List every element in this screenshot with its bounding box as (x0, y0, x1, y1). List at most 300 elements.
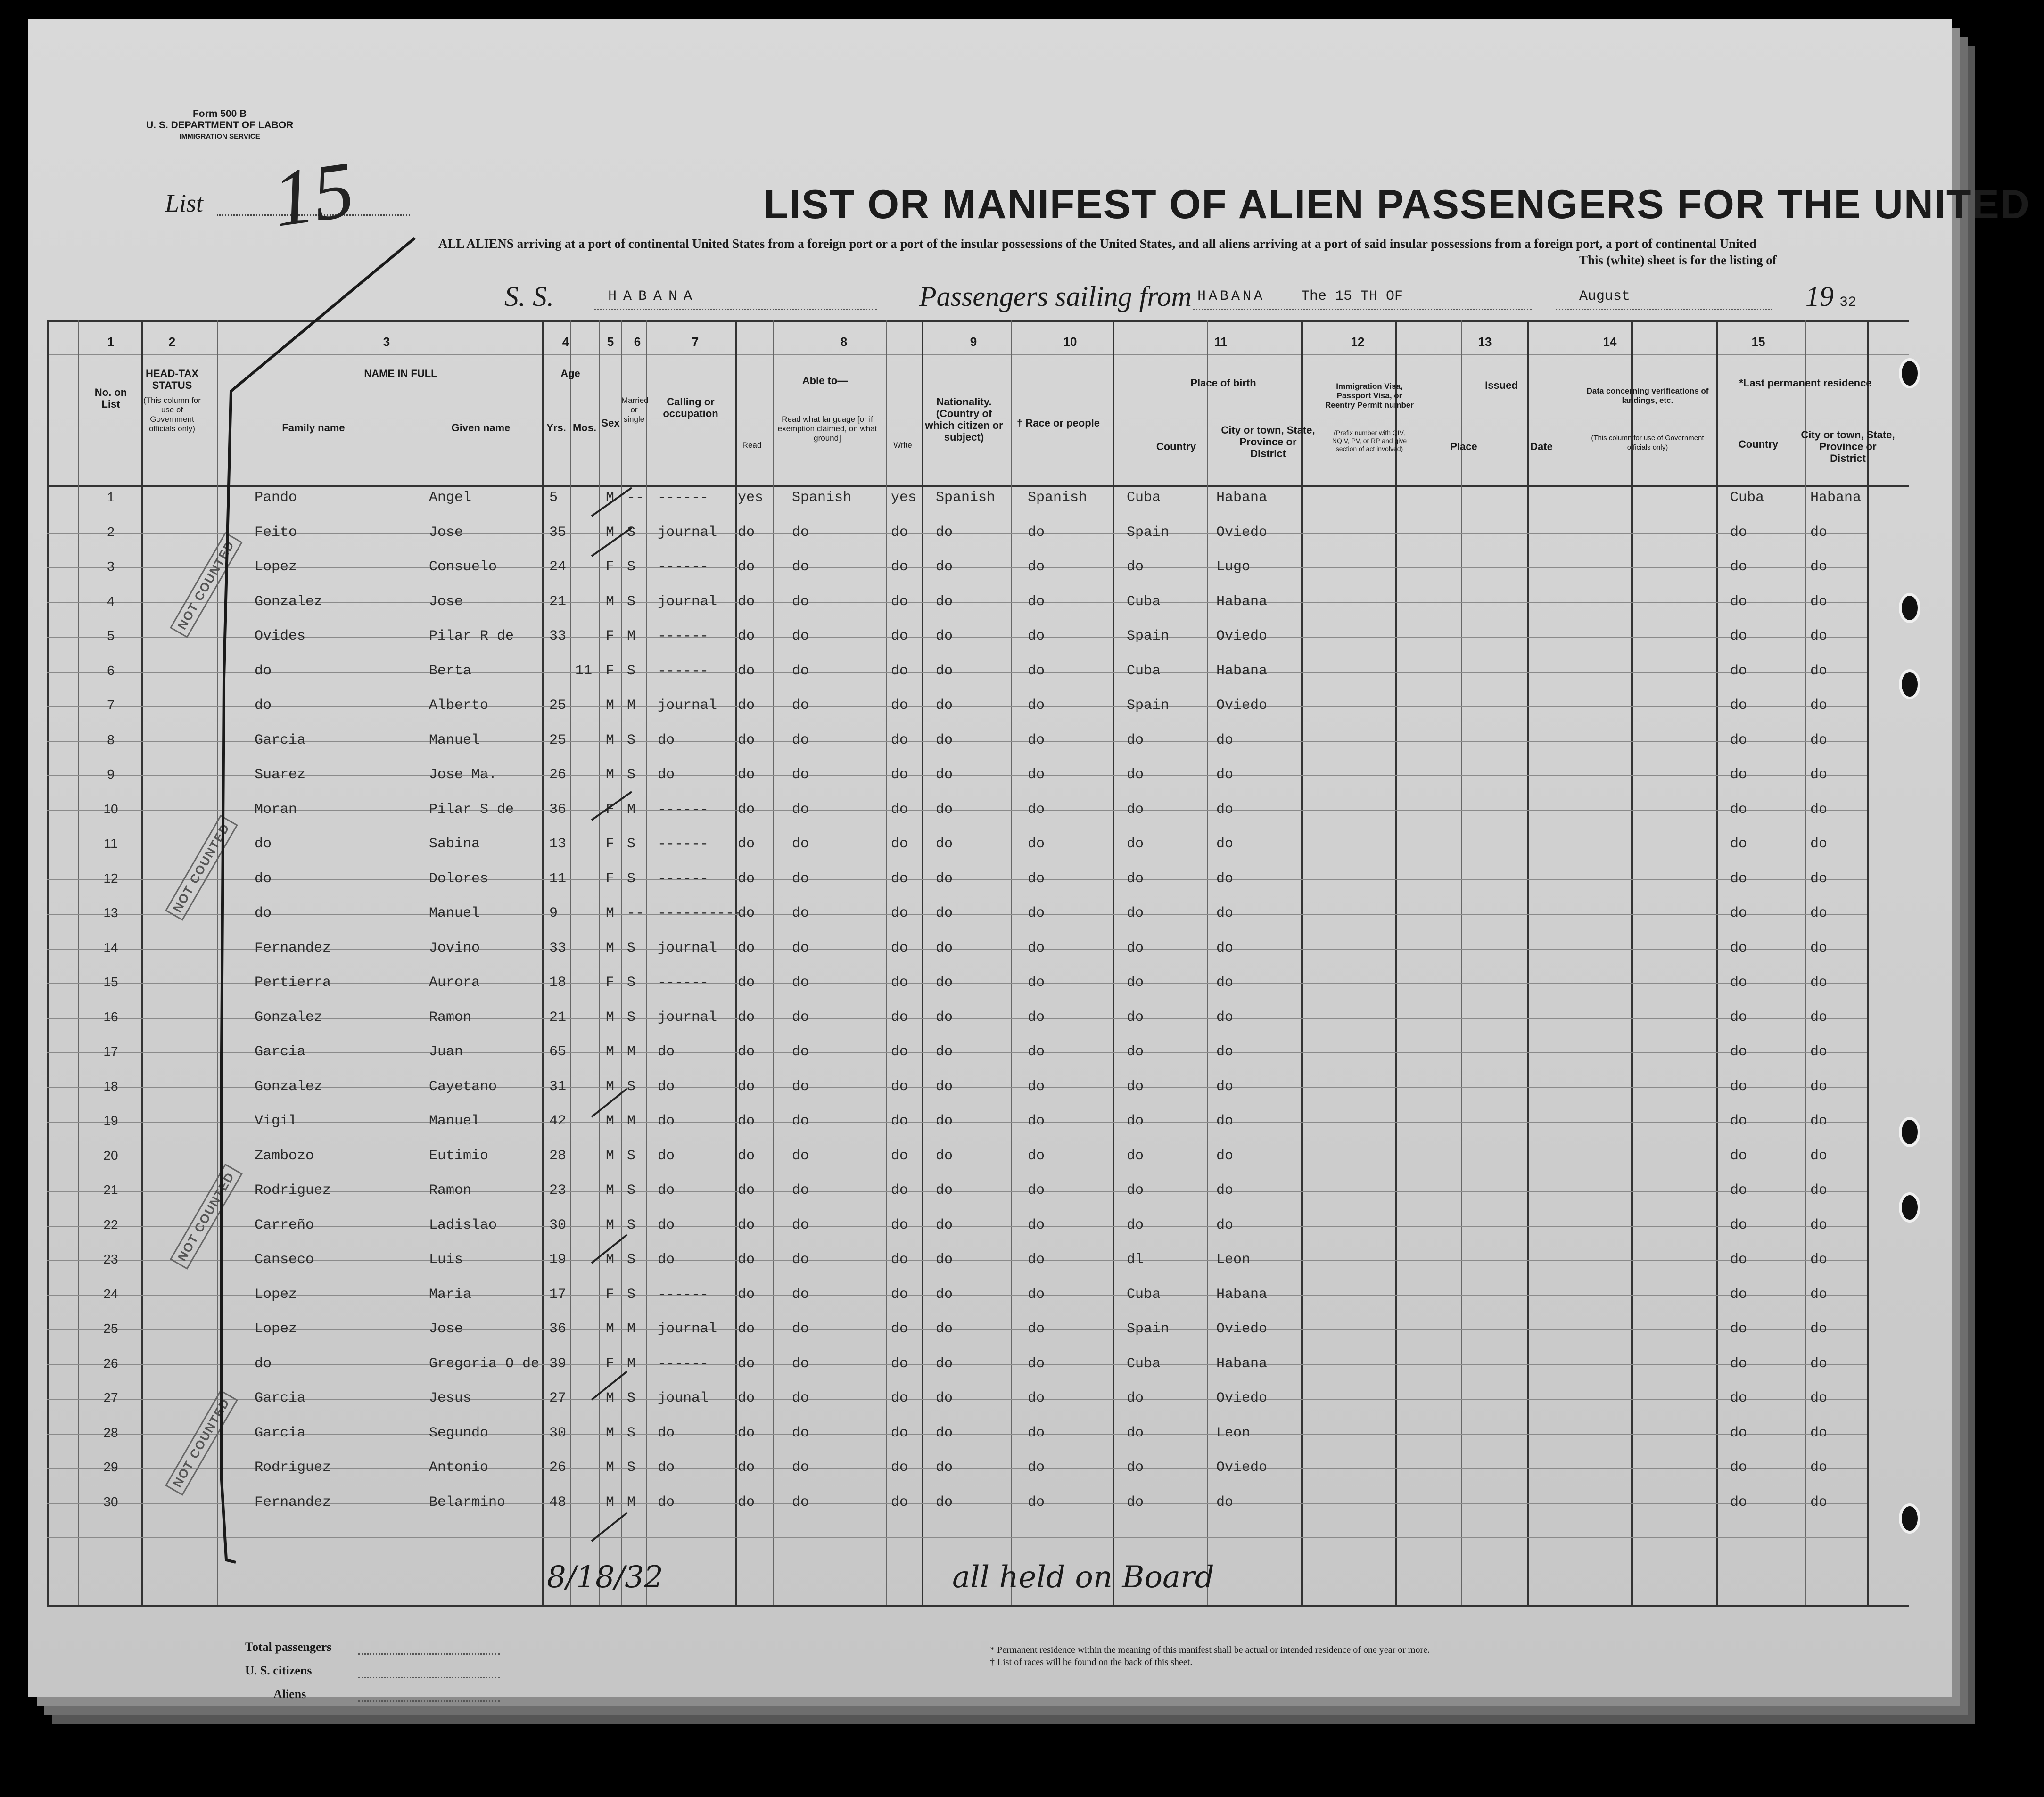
cell-language: do (792, 1148, 809, 1164)
cell-family: Garcia (255, 1390, 306, 1406)
cell-race: do (1028, 628, 1045, 644)
cell-res-country: do (1730, 1460, 1747, 1476)
cell-no: 27 (103, 1390, 118, 1405)
cell-sex: M (606, 593, 615, 610)
cell-married: S (627, 732, 636, 748)
cell-married: M (627, 1044, 636, 1060)
column-number: 5 (607, 335, 614, 349)
cell-yrs: 30 (549, 1217, 567, 1233)
cell-write: yes (891, 490, 917, 506)
list-number: 15 (267, 145, 360, 244)
not-counted-stamp: NOT COUNTED (165, 815, 238, 921)
cell-no: 25 (103, 1321, 118, 1336)
cell-birth-city: do (1216, 801, 1234, 818)
cell-calling: do (658, 1113, 675, 1129)
column-number: 8 (840, 335, 848, 349)
cell-birth-country: Spain (1127, 697, 1170, 714)
cell-res-city: do (1810, 1252, 1828, 1268)
cell-sex: M (606, 1390, 615, 1406)
cell-birth-city: Leon (1216, 1425, 1251, 1441)
cell-language: do (792, 1078, 809, 1095)
cell-race: do (1028, 1078, 1045, 1095)
cell-write: do (891, 1390, 908, 1406)
cell-language: Spanish (792, 490, 852, 506)
cell-birth-country: do (1127, 1182, 1144, 1198)
cell-calling: ------ (658, 1286, 709, 1303)
cell-yrs: 36 (549, 801, 567, 818)
cell-res-country: do (1730, 1286, 1747, 1303)
cell-family: Fernandez (255, 1494, 331, 1510)
header-write: Write (893, 441, 912, 450)
cell-given: Berta (429, 663, 472, 679)
cell-res-country: do (1730, 1494, 1747, 1510)
cell-no: 15 (103, 975, 118, 989)
cell-no: 2 (107, 524, 115, 539)
cell-yrs: 33 (549, 940, 567, 956)
cell-yrs: 33 (549, 628, 567, 644)
cell-birth-country: dl (1127, 1252, 1144, 1268)
cell-family: Rodriguez (255, 1182, 331, 1198)
cell-no: 17 (103, 1044, 118, 1059)
cell-nationality: do (936, 1182, 953, 1198)
header-issued-place: Place (1450, 441, 1477, 452)
cell-language: do (792, 1217, 809, 1233)
cell-birth-country: do (1127, 1078, 1144, 1095)
cell-language: do (792, 524, 809, 541)
cell-nationality: Spanish (936, 490, 996, 506)
cell-sex: M (606, 490, 615, 506)
cell-family: do (255, 663, 272, 679)
cell-res-country: do (1730, 905, 1747, 921)
cell-race: do (1028, 1425, 1045, 1441)
cell-birth-city: do (1216, 1044, 1234, 1060)
cell-read: do (738, 1217, 755, 1233)
cell-calling: ------ (658, 663, 709, 679)
cell-nationality: do (936, 593, 953, 610)
cell-birth-country: do (1127, 1460, 1144, 1476)
cell-res-country: do (1730, 1182, 1747, 1198)
header-issued-date: Date (1530, 441, 1553, 452)
cell-res-city: do (1810, 524, 1828, 541)
cell-sex: M (606, 524, 615, 541)
cell-calling: ------ (658, 836, 709, 852)
cell-married: S (627, 940, 636, 956)
cell-res-country: do (1730, 1078, 1747, 1095)
cell-family: Suarez (255, 767, 306, 783)
cell-res-city: do (1810, 1182, 1828, 1198)
cell-married: S (627, 1390, 636, 1406)
cell-race: do (1028, 1390, 1045, 1406)
cell-calling: do (658, 1252, 675, 1268)
cell-race: do (1028, 1009, 1045, 1026)
cell-sex: F (606, 559, 615, 575)
cell-yrs: 39 (549, 1355, 567, 1372)
cell-res-city: do (1810, 1286, 1828, 1303)
header-read-language: Read what language [or if exemption claimed, on what ground] (777, 415, 877, 443)
cell-no: 28 (103, 1425, 118, 1440)
header-visa-note: (Prefix number with QIV, NQIV, PV, or RP and give section of act involved) (1332, 429, 1407, 452)
cell-birth-city: do (1216, 940, 1234, 956)
cell-no: 19 (103, 1113, 118, 1128)
cell-married: S (627, 559, 636, 575)
cell-given: Manuel (429, 905, 480, 921)
cell-read: do (738, 628, 755, 644)
cell-family: do (255, 697, 272, 714)
cell-language: do (792, 1390, 809, 1406)
cell-write: do (891, 697, 908, 714)
header-given-name: Given name (451, 422, 511, 434)
cell-language: do (792, 1252, 809, 1268)
header-family-name: Family name (282, 422, 345, 434)
cell-nationality: do (936, 1044, 953, 1060)
cell-no: 30 (103, 1494, 118, 1509)
cell-read: do (738, 1355, 755, 1372)
cell-language: do (792, 1355, 809, 1372)
cell-family: Lopez (255, 1286, 297, 1303)
cell-no: 29 (103, 1460, 118, 1474)
cell-res-city: do (1810, 975, 1828, 991)
aliens-label: Aliens (273, 1687, 306, 1701)
cell-language: do (792, 697, 809, 714)
cell-calling: ---------- (658, 905, 743, 921)
cell-calling: do (658, 1460, 675, 1476)
cell-res-country: do (1730, 663, 1747, 679)
header-head-tax: HEAD-TAX STATUS (145, 368, 199, 391)
cell-family: Garcia (255, 1044, 306, 1060)
cell-married: S (627, 1425, 636, 1441)
cell-res-country: do (1730, 628, 1747, 644)
cell-write: do (891, 1355, 908, 1372)
cell-sex: M (606, 940, 615, 956)
cell-married: S (627, 836, 636, 852)
cell-calling: ------ (658, 490, 709, 506)
cell-read: do (738, 1009, 755, 1026)
cell-calling: journal (658, 524, 717, 541)
cell-nationality: do (936, 905, 953, 921)
cell-married: S (627, 1078, 636, 1095)
cell-language: do (792, 801, 809, 818)
cell-family: Zambozo (255, 1148, 314, 1164)
cell-given: Maria (429, 1286, 472, 1303)
handwritten-bracket (28, 19, 1952, 1697)
cell-birth-city: Oviedo (1216, 628, 1268, 644)
cell-res-city: do (1810, 836, 1828, 852)
ship-name: HABANA (608, 288, 699, 304)
cell-read: do (738, 1182, 755, 1198)
cell-read: do (738, 663, 755, 679)
header-visa: Immigration Visa, Passport Visa, or Reentry Permit number (1325, 382, 1414, 410)
cell-birth-country: Cuba (1127, 593, 1161, 610)
cell-nationality: do (936, 1286, 953, 1303)
cell-res-city: do (1810, 1044, 1828, 1060)
cell-language: do (792, 1009, 809, 1026)
cell-family: Gonzalez (255, 1078, 323, 1095)
cell-birth-city: Lugo (1216, 559, 1251, 575)
year-suffix: 32 (1839, 295, 1857, 311)
cell-no: 11 (104, 836, 118, 851)
cell-given: Ladislao (429, 1217, 497, 1233)
cell-birth-country: do (1127, 975, 1144, 991)
cell-married: -- (627, 490, 644, 506)
cell-nationality: do (936, 1009, 953, 1026)
cell-race: do (1028, 1182, 1045, 1198)
cell-birth-country: Cuba (1127, 490, 1161, 506)
cell-sex: F (606, 663, 615, 679)
cell-family: do (255, 836, 272, 852)
cell-given: Angel (429, 490, 472, 506)
cell-sex: F (606, 1355, 615, 1372)
header-married: Married or single (621, 396, 649, 424)
cell-calling: do (658, 1078, 675, 1095)
cell-language: do (792, 836, 809, 852)
cell-sex: M (606, 1044, 615, 1060)
cell-yrs: 26 (549, 767, 567, 783)
cell-birth-city: Habana (1216, 1286, 1268, 1303)
cell-no: 22 (103, 1217, 118, 1232)
cell-res-country: do (1730, 801, 1747, 818)
cell-write: do (891, 1148, 908, 1164)
cell-married: S (627, 593, 636, 610)
cell-married: S (627, 1286, 636, 1303)
cell-yrs: 48 (549, 1494, 567, 1510)
cell-read: do (738, 697, 755, 714)
cell-family: do (255, 870, 272, 887)
cell-write: do (891, 628, 908, 644)
cell-nationality: do (936, 1425, 953, 1441)
cell-married: M (627, 801, 636, 818)
cell-nationality: do (936, 697, 953, 714)
cell-language: do (792, 975, 809, 991)
cell-given: Manuel (429, 732, 480, 748)
cell-read: do (738, 1044, 755, 1060)
cell-res-country: Cuba (1730, 490, 1764, 506)
cell-given: Jose (429, 1321, 463, 1337)
cell-write: do (891, 1182, 908, 1198)
instructions-line-2: This (white) sheet is for the listing of (1579, 253, 1777, 267)
cell-sex: F (606, 628, 615, 644)
cell-no: 24 (103, 1286, 118, 1301)
cell-calling: journal (658, 697, 717, 714)
cell-no: 16 (103, 1009, 118, 1024)
cell-yrs: 36 (549, 1321, 567, 1337)
cell-given: Segundo (429, 1425, 489, 1441)
cell-write: do (891, 1460, 908, 1476)
cell-given: Dolores (429, 870, 489, 887)
cell-calling: do (658, 1148, 675, 1164)
cell-calling: do (658, 1494, 675, 1510)
cell-nationality: do (936, 836, 953, 852)
cell-language: do (792, 1286, 809, 1303)
cell-race: do (1028, 940, 1045, 956)
column-number: 7 (692, 335, 699, 349)
cell-res-city: do (1810, 593, 1828, 610)
cell-res-country: do (1730, 1390, 1747, 1406)
cell-yrs: 35 (549, 524, 567, 541)
cell-birth-country: do (1127, 836, 1144, 852)
cell-language: do (792, 1460, 809, 1476)
cell-language: do (792, 628, 809, 644)
cell-race: do (1028, 1460, 1045, 1476)
cell-no: 23 (103, 1252, 118, 1266)
cell-race: do (1028, 1217, 1045, 1233)
not-counted-stamp: NOT COUNTED (170, 1164, 243, 1270)
cell-no: 7 (107, 697, 115, 712)
cell-married: M (627, 1321, 636, 1337)
cell-birth-country: do (1127, 905, 1144, 921)
cell-no: 1 (107, 490, 115, 504)
cell-birth-country: Cuba (1127, 663, 1161, 679)
cell-birth-city: do (1216, 1078, 1234, 1095)
cell-res-city: do (1810, 1009, 1828, 1026)
cell-res-country: do (1730, 1252, 1747, 1268)
cell-read: do (738, 1494, 755, 1510)
cell-married: S (627, 1182, 636, 1198)
cell-birth-country: do (1127, 767, 1144, 783)
cell-calling: do (658, 1217, 675, 1233)
instructions-line-1: ALL ALIENS arriving at a port of continental United States from a foreign port or a port of the insular possessions of the United States, and all aliens arriving at a port of said insular possessions from a foreign port, a port of continental United (438, 237, 1756, 251)
header-head-tax-note: (This column for use of Government officials only) (143, 396, 201, 433)
cell-race: do (1028, 975, 1045, 991)
cell-no: 20 (103, 1148, 118, 1163)
cell-calling: journal (658, 1321, 717, 1337)
cell-read: do (738, 1390, 755, 1406)
cell-married: S (627, 975, 636, 991)
cell-write: do (891, 975, 908, 991)
cell-birth-city: Oviedo (1216, 1460, 1268, 1476)
cell-res-country: do (1730, 1009, 1747, 1026)
column-number: 14 (1603, 335, 1617, 349)
cell-yrs: 65 (549, 1044, 567, 1060)
cell-married: S (627, 870, 636, 887)
cell-calling: do (658, 1425, 675, 1441)
cell-birth-country: do (1127, 1113, 1144, 1129)
cell-given: Antonio (429, 1460, 489, 1476)
column-number: 2 (168, 335, 176, 349)
cell-race: do (1028, 1252, 1045, 1268)
passengers-sailing-label: Passengers sailing from (919, 281, 1192, 312)
cell-no: 8 (107, 732, 115, 747)
column-number: 11 (1214, 335, 1228, 349)
cell-write: do (891, 1009, 908, 1026)
cell-married: M (627, 628, 636, 644)
cell-given: Gregoria O de (429, 1355, 540, 1372)
cell-race: do (1028, 1113, 1045, 1129)
cell-birth-country: Spain (1127, 1321, 1170, 1337)
cell-family: Canseco (255, 1252, 314, 1268)
cell-res-country: do (1730, 1355, 1747, 1372)
cell-nationality: do (936, 940, 953, 956)
cell-birth-country: do (1127, 732, 1144, 748)
cell-res-city: do (1810, 1355, 1828, 1372)
cell-birth-country: do (1127, 1390, 1144, 1406)
cell-calling: do (658, 1182, 675, 1198)
cell-family: Moran (255, 801, 297, 818)
cell-res-country: do (1730, 1217, 1747, 1233)
cell-nationality: do (936, 1113, 953, 1129)
cell-family: Lopez (255, 559, 297, 575)
cell-language: do (792, 767, 809, 783)
cell-yrs: 19 (549, 1252, 567, 1268)
cell-race: do (1028, 1355, 1045, 1372)
cell-birth-country: do (1127, 559, 1144, 575)
cell-birth-city: do (1216, 767, 1234, 783)
cell-no: 26 (103, 1355, 118, 1370)
cell-sex: M (606, 1217, 615, 1233)
cell-read: do (738, 975, 755, 991)
cell-sex: M (606, 1182, 615, 1198)
cell-sex: M (606, 1148, 615, 1164)
cell-write: do (891, 1044, 908, 1060)
cell-yrs: 26 (549, 1460, 567, 1476)
cell-sex: F (606, 870, 615, 887)
cell-write: do (891, 593, 908, 610)
cell-res-country: do (1730, 767, 1747, 783)
cell-birth-city: Habana (1216, 490, 1268, 506)
cell-write: do (891, 663, 908, 679)
cell-language: do (792, 1425, 809, 1441)
cell-calling: ------ (658, 975, 709, 991)
handwritten-signature-date: 8/18/32 (547, 1560, 663, 1595)
cell-calling: jounal (658, 1390, 709, 1406)
header-able-to: Able to— (802, 375, 848, 386)
cell-write: do (891, 732, 908, 748)
cell-read: do (738, 1148, 755, 1164)
header-sex: Sex (601, 417, 620, 429)
cell-birth-city: Habana (1216, 663, 1268, 679)
total-passengers-line (358, 1653, 500, 1655)
cell-language: do (792, 940, 809, 956)
cell-write: do (891, 1217, 908, 1233)
cell-sex: M (606, 732, 615, 748)
cell-birth-country: Cuba (1127, 1286, 1161, 1303)
cell-married: M (627, 1494, 636, 1510)
cell-birth-country: Spain (1127, 524, 1170, 541)
cell-race: do (1028, 836, 1045, 852)
manifest-sheet (28, 19, 2030, 1701)
cell-read: do (738, 905, 755, 921)
cell-yrs: 23 (549, 1182, 567, 1198)
cell-birth-country: do (1127, 1009, 1144, 1026)
cell-sex: M (606, 767, 615, 783)
column-number: 12 (1351, 335, 1365, 349)
us-citizens-line (358, 1677, 500, 1678)
cell-yrs: 25 (549, 697, 567, 714)
cell-read: do (738, 836, 755, 852)
cell-res-country: do (1730, 593, 1747, 610)
cell-no: 12 (103, 870, 118, 886)
cell-yrs: 5 (549, 490, 558, 506)
cell-race: Spanish (1028, 490, 1088, 506)
cell-birth-city: Habana (1216, 593, 1268, 610)
cell-sex: M (606, 1460, 615, 1476)
cell-res-city: do (1810, 870, 1828, 887)
cell-race: do (1028, 767, 1045, 783)
cell-birth-country: do (1127, 1044, 1144, 1060)
cell-language: do (792, 1321, 809, 1337)
cell-no: 14 (103, 940, 118, 955)
cell-res-city: do (1810, 1078, 1828, 1095)
footnote-residence: * Permanent residence within the meaning of this manifest shall be actual or intended residence of one year or more. (990, 1645, 1430, 1655)
page-title: LIST OR MANIFEST OF ALIEN PASSENGERS FOR THE UNITED (764, 182, 2030, 227)
department-name: U. S. DEPARTMENT OF LABOR (146, 120, 294, 131)
cell-yrs: 27 (549, 1390, 567, 1406)
column-number: 10 (1063, 335, 1077, 349)
cell-race: do (1028, 1494, 1045, 1510)
cell-birth-city: do (1216, 1009, 1234, 1026)
cell-language: do (792, 732, 809, 748)
cell-read: yes (738, 490, 764, 506)
header-mos: Mos. (572, 422, 597, 434)
